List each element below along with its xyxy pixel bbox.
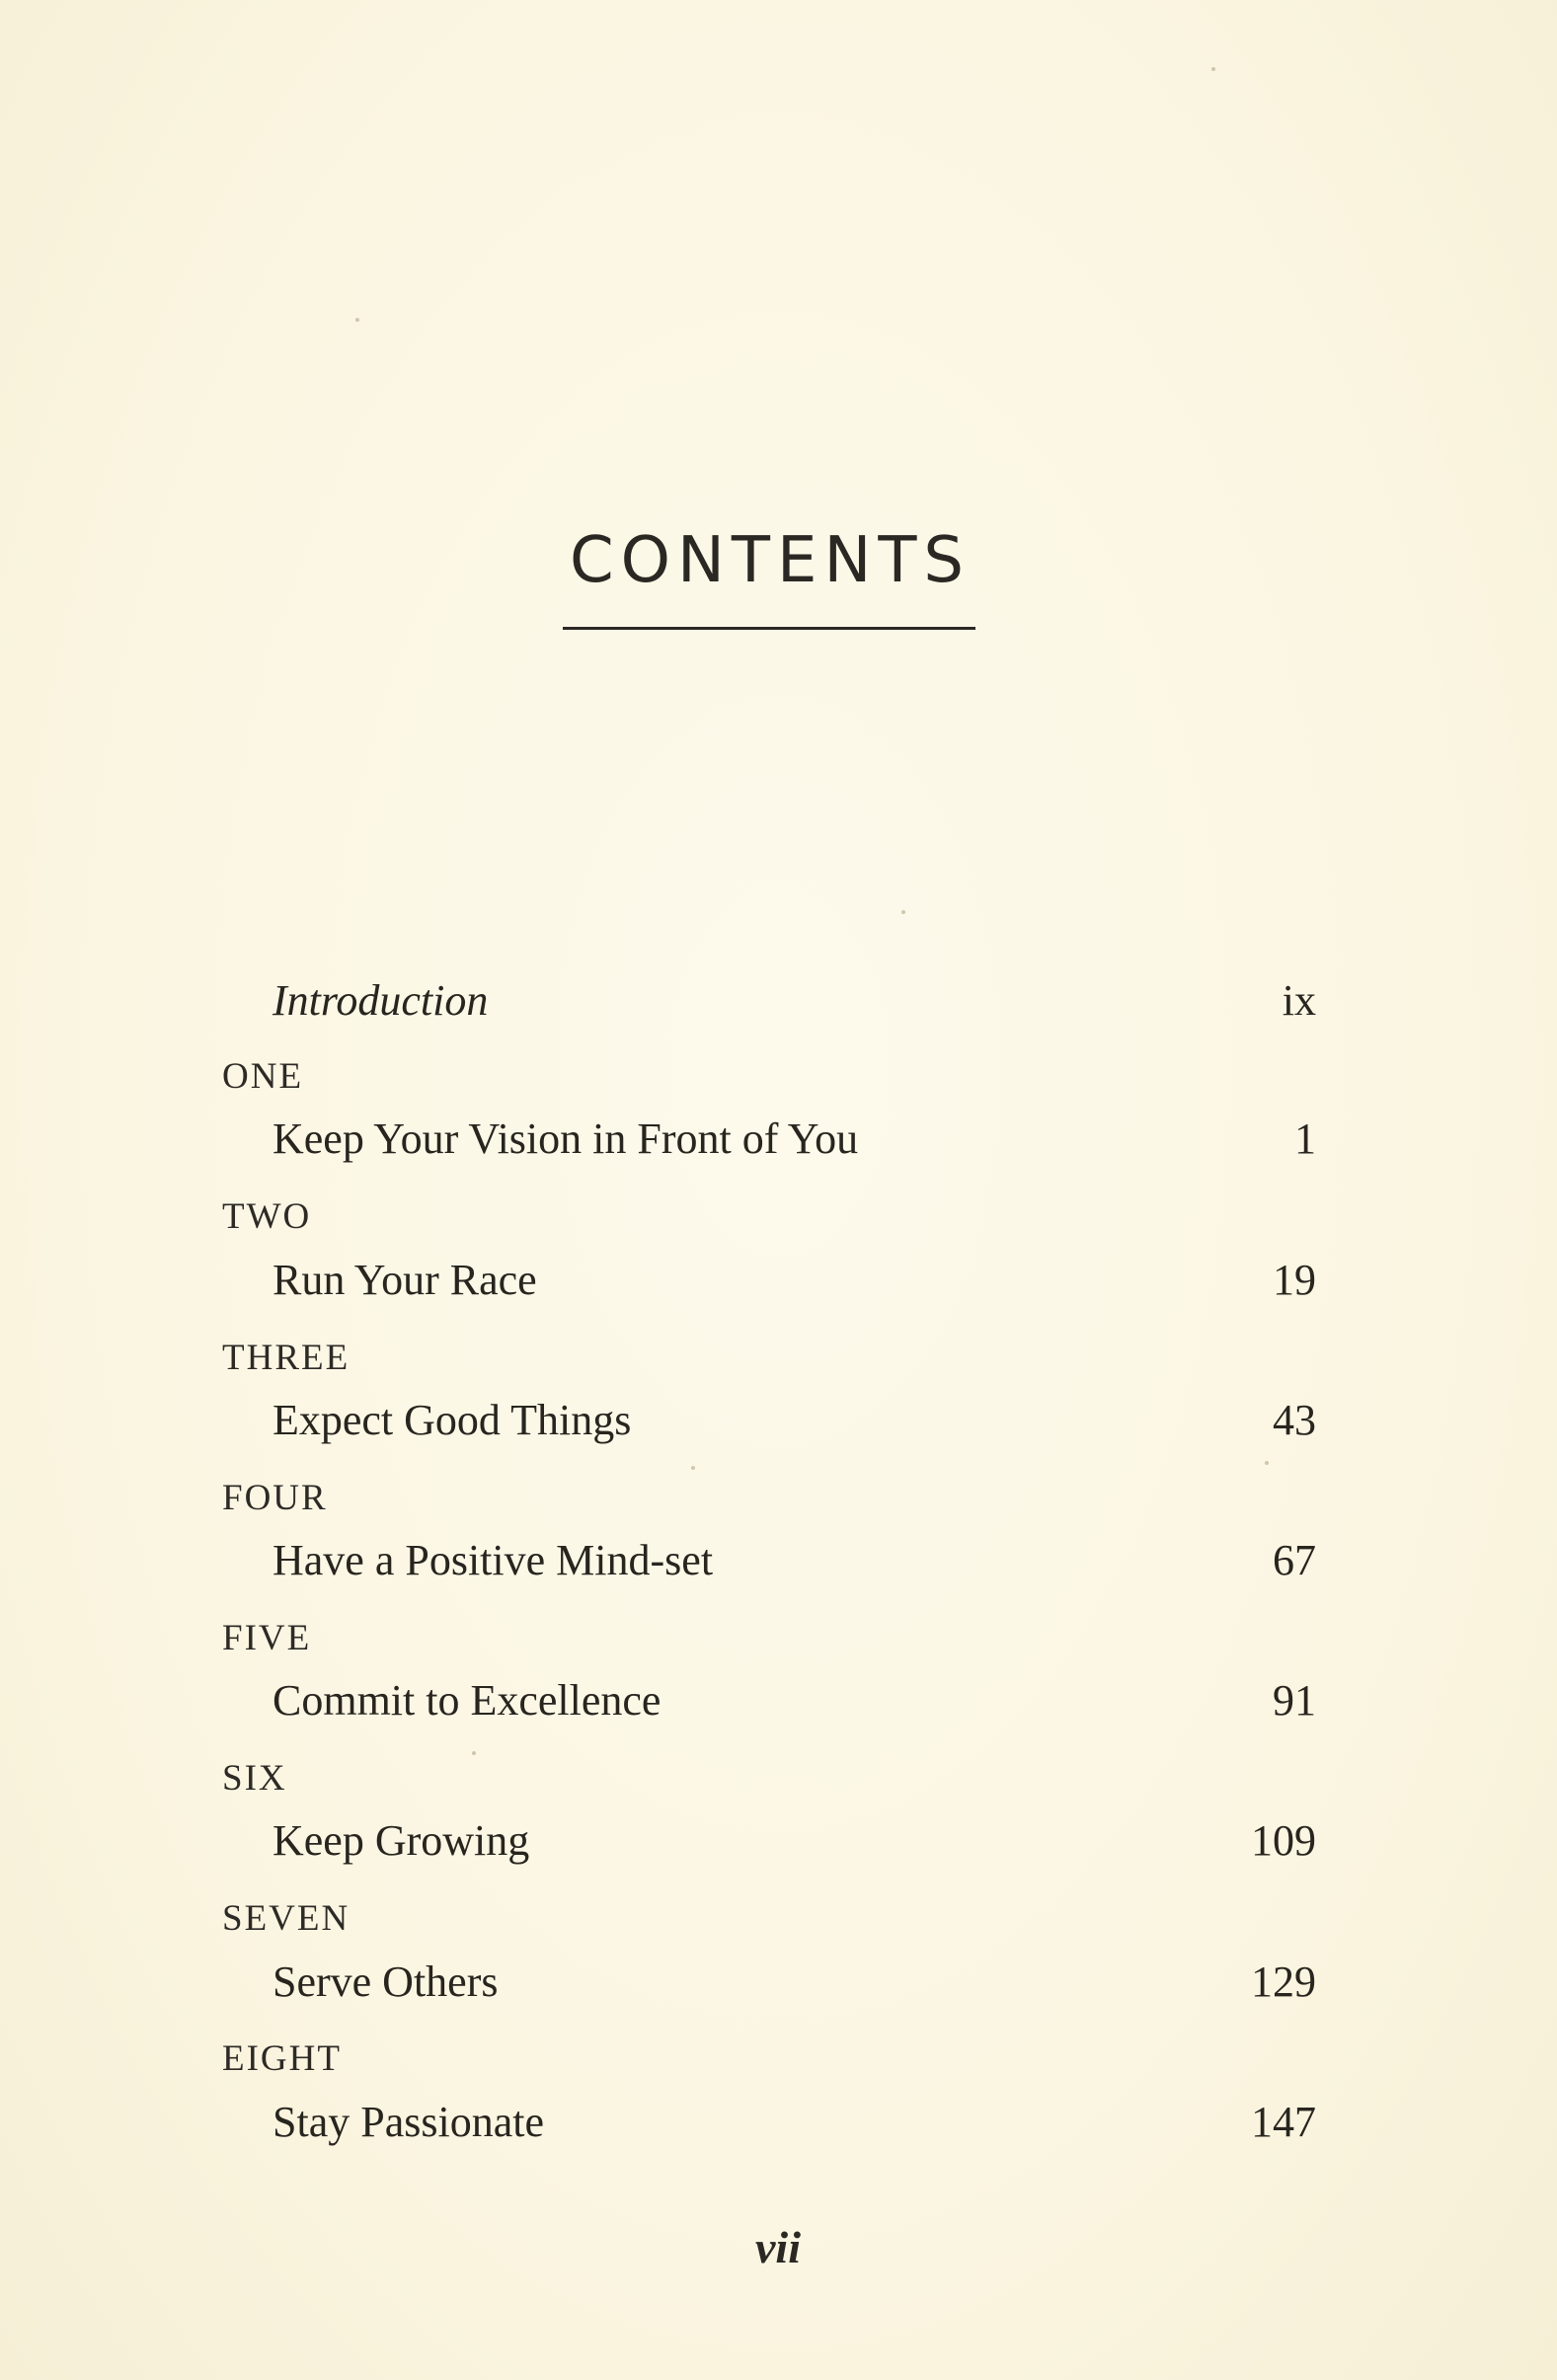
toc-entry[interactable] xyxy=(0,1676,1557,1738)
chapter-number: SEVEN xyxy=(222,1898,350,1939)
chapter-label-row xyxy=(0,1480,1557,1539)
entry-title: Have a Positive Mind-set xyxy=(272,1536,714,1584)
chapter-label-row xyxy=(0,1198,1557,1258)
chapter-number: SIX xyxy=(222,1758,287,1799)
toc-entry[interactable] xyxy=(0,2098,1557,2160)
page-folio: vii xyxy=(755,2222,801,2272)
chapter-label-row xyxy=(0,2040,1557,2100)
entry-title: Keep Your Vision in Front of You xyxy=(272,1114,859,1163)
entry-page-number: ix xyxy=(1282,976,1316,1025)
entry-title: Commit to Excellence xyxy=(272,1676,662,1725)
chapter-label-row xyxy=(0,1340,1557,1399)
entry-page-number: 129 xyxy=(1251,1958,1316,2006)
toc-entry[interactable] xyxy=(0,1114,1557,1177)
toc-entry[interactable] xyxy=(0,1960,1557,2020)
chapter-number: EIGHT xyxy=(222,2038,342,2079)
chapter-number: ONE xyxy=(222,1056,304,1097)
chapter-number: THREE xyxy=(222,1338,350,1378)
toc-entry[interactable] xyxy=(0,1816,1557,1879)
paper-speck xyxy=(1265,1461,1269,1465)
paper-speck xyxy=(691,1466,695,1470)
chapter-label-row xyxy=(0,1760,1557,1819)
chapter-number: TWO xyxy=(222,1196,312,1237)
entry-title: Stay Passionate xyxy=(272,2098,544,2146)
toc-entry-introduction[interactable] xyxy=(0,976,1557,1038)
entry-page-number: 91 xyxy=(1273,1676,1316,1725)
page-title: CONTENTS xyxy=(569,524,972,597)
entry-title: Run Your Race xyxy=(272,1256,537,1304)
paper-speck xyxy=(472,1751,476,1755)
chapter-number: FOUR xyxy=(222,1478,328,1518)
chapter-label-row xyxy=(0,1900,1557,1959)
paper-speck xyxy=(1211,67,1215,71)
chapter-label-row xyxy=(0,1058,1557,1117)
paper-speck xyxy=(901,910,905,914)
toc-entry[interactable] xyxy=(0,1536,1557,1598)
entry-title: Expect Good Things xyxy=(272,1396,632,1444)
entry-title: Serve Others xyxy=(272,1958,499,2006)
toc-entry[interactable] xyxy=(0,1396,1557,1458)
paper-speck xyxy=(355,318,359,322)
toc-entry[interactable] xyxy=(0,1256,1557,1318)
entry-page-number: 67 xyxy=(1273,1536,1316,1584)
entry-page-number: 43 xyxy=(1273,1396,1316,1444)
entry-title: Introduction xyxy=(272,976,489,1025)
entry-title: Keep Growing xyxy=(272,1816,530,1865)
entry-page-number: 109 xyxy=(1251,1816,1316,1865)
entry-page-number: 1 xyxy=(1294,1114,1316,1163)
entry-page-number: 147 xyxy=(1251,2098,1316,2146)
entry-page-number: 19 xyxy=(1273,1256,1316,1304)
chapter-number: FIVE xyxy=(222,1618,312,1658)
chapter-label-row xyxy=(0,1620,1557,1679)
